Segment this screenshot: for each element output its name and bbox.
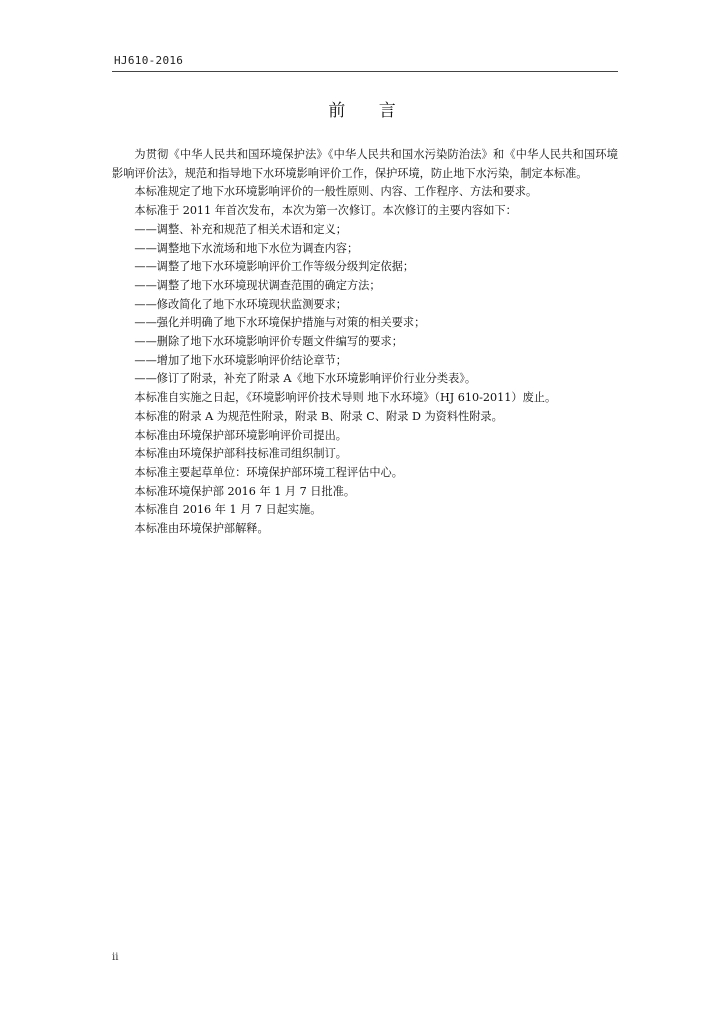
closing-paragraph: 本标准自实施之日起，《环境影响评价技术导则 地下水环境》（HJ 610-2011）废止。	[134, 391, 557, 405]
closing-paragraph: 本标准由环境保护部环境影响评价司提出。	[134, 428, 347, 442]
page-number: ii	[112, 952, 119, 963]
closing-paragraph: 本标准主要起草单位：环境保护部环境工程评估中心。	[134, 465, 403, 479]
closing-paragraph: 本标准环境保护部 2016 年 1 月 7 日批准。	[134, 484, 356, 498]
intro-paragraph: 为贯彻《中华人民共和国环境保护法》《中华人民共和国水污染防治法》和《中华人民共和国环境影响评价法》，规范和指导地下水环境影响评价工作，保护环境，防止地下水污染，制定本标准。	[112, 148, 618, 180]
header-rule	[112, 71, 618, 72]
document-body	[112, 146, 618, 539]
revision-item: ——删除了地下水环境影响评价专题文件编写的要求；	[134, 335, 403, 349]
closing-paragraph: 本标准的附录 A 为规范性附录，附录 B、附录 C、附录 D 为资料性附录。	[134, 409, 503, 423]
revision-item: ——修改简化了地下水环境现状监测要求；	[134, 297, 347, 311]
revision-list	[112, 221, 618, 389]
revision-item: ——调整了地下水环境影响评价工作等级分级判定依据；	[134, 260, 415, 274]
page-title: 前 言	[328, 101, 410, 121]
closing-paragraph: 本标准由环境保护部科技标准司组织制订。	[134, 447, 347, 461]
revision-item: ——修订了附录，补充了附录 A《地下水环境影响评价行业分类表》。	[134, 372, 477, 386]
revision-item: ——调整、补充和规范了相关术语和定义；	[134, 222, 347, 236]
revision-item: ——增加了地下水环境影响评价结论章节；	[134, 353, 347, 367]
closing-section	[112, 389, 618, 539]
scope-paragraph: 本标准规定了地下水环境影响评价的一般性原则、内容、工作程序、方法和要求。	[134, 185, 538, 199]
closing-paragraph: 本标准自 2016 年 1 月 7 日起实施。	[134, 503, 322, 517]
closing-paragraph: 本标准由环境保护部解释。	[134, 522, 269, 536]
document-code: HJ610-2016	[114, 54, 184, 67]
revision-item: ——调整地下水流场和地下水位为调查内容；	[134, 241, 359, 255]
revision-intro: 本标准于 2011 年首次发布，本次为第一次修订。本次修订的主要内容如下：	[134, 204, 517, 218]
revision-item: ——强化并明确了地下水环境保护措施与对策的相关要求；	[134, 316, 426, 330]
revision-item: ——调整了地下水环境现状调查范围的确定方法；	[134, 278, 381, 292]
